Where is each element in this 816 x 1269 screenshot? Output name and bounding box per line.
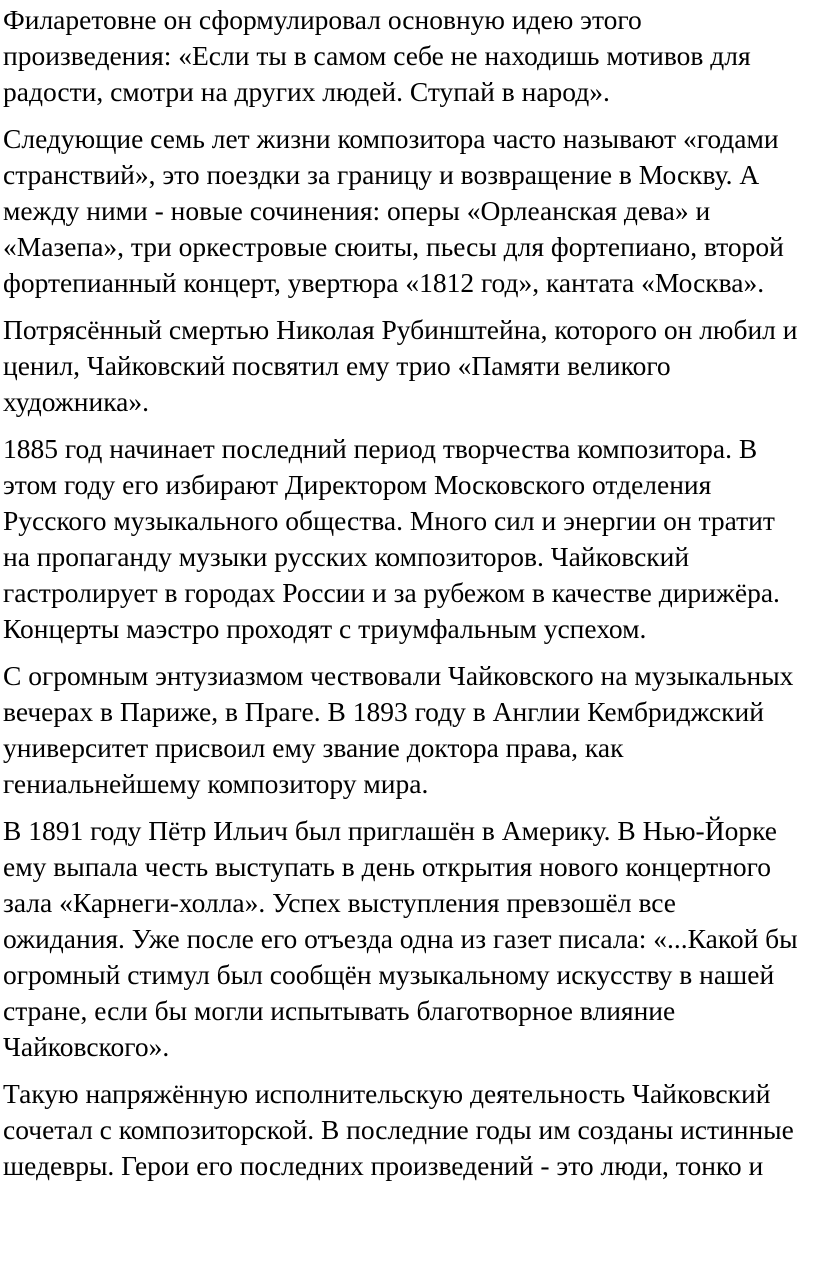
paragraph-late-works: Такую напряжённую исполнительскую деятельность Чайковский сочетал с композиторской. В последние годы им созданы истинные шедевры. Герои его последних произведений - это люди, тонко и [3,1078,794,1181]
paragraph-1885-period: 1885 год начинает последний период творчества композитора. В этом году его избирают Директором Московского отделения Русского музыкального общества. Много сил и энергии он тратит на пропаганду музыки русских композиторов. Чайковский гастролирует в городах России и за рубежом в качестве дирижёра. Концерты маэстро проходят с триумфальным успехом. [3,433,780,644]
paragraph-paris-prague-cambridge: С огромным энтузиазмом чествовали Чайковского на музыкальных вечерах в Париже, в Праге. В 1893 году в Англии Кембриджский университет присвоил ему звание доктора права, как гениальнейшему композитору мира. [3,660,794,799]
paragraph-america-carnegie-hall: В 1891 году Пётр Ильич был приглашён в Америку. В Нью-Йорке ему выпала честь выступать в день открытия нового концертного зала «Карнеги-холла». Успех выступления превзошёл все ожидания. Уже после его отъезда одна из газет писала: «...Какой бы огромный стимул был сообщён музыкальному искусству в нашей стране, если бы могли испытывать благотворное влияние Чайковского». [3,815,798,1062]
paragraph-rubinstein-trio: Потрясённый смертью Николая Рубинштейна, которого он любил и ценил, Чайковский посвятил ему трио «Памяти великого художника». [3,314,798,417]
paragraph-mission-idea: Филаретовне он сформулировал основную идею этого произведения: «Если ты в самом себе не находишь мотивов для радости, смотри на других людей. Ступай в народ». [3,4,751,107]
paragraph-years-of-wandering: Следующие семь лет жизни композитора часто называют «годами странствий», это поездки за границу и возвращение в Москву. А между ними - новые сочинения: оперы «Орлеанская дева» и «Мазепа», три оркестровые сюиты, пьесы для фортепиано, второй фортепианный концерт, увертюра «1812 год», кантата «Москва». [3,123,784,298]
